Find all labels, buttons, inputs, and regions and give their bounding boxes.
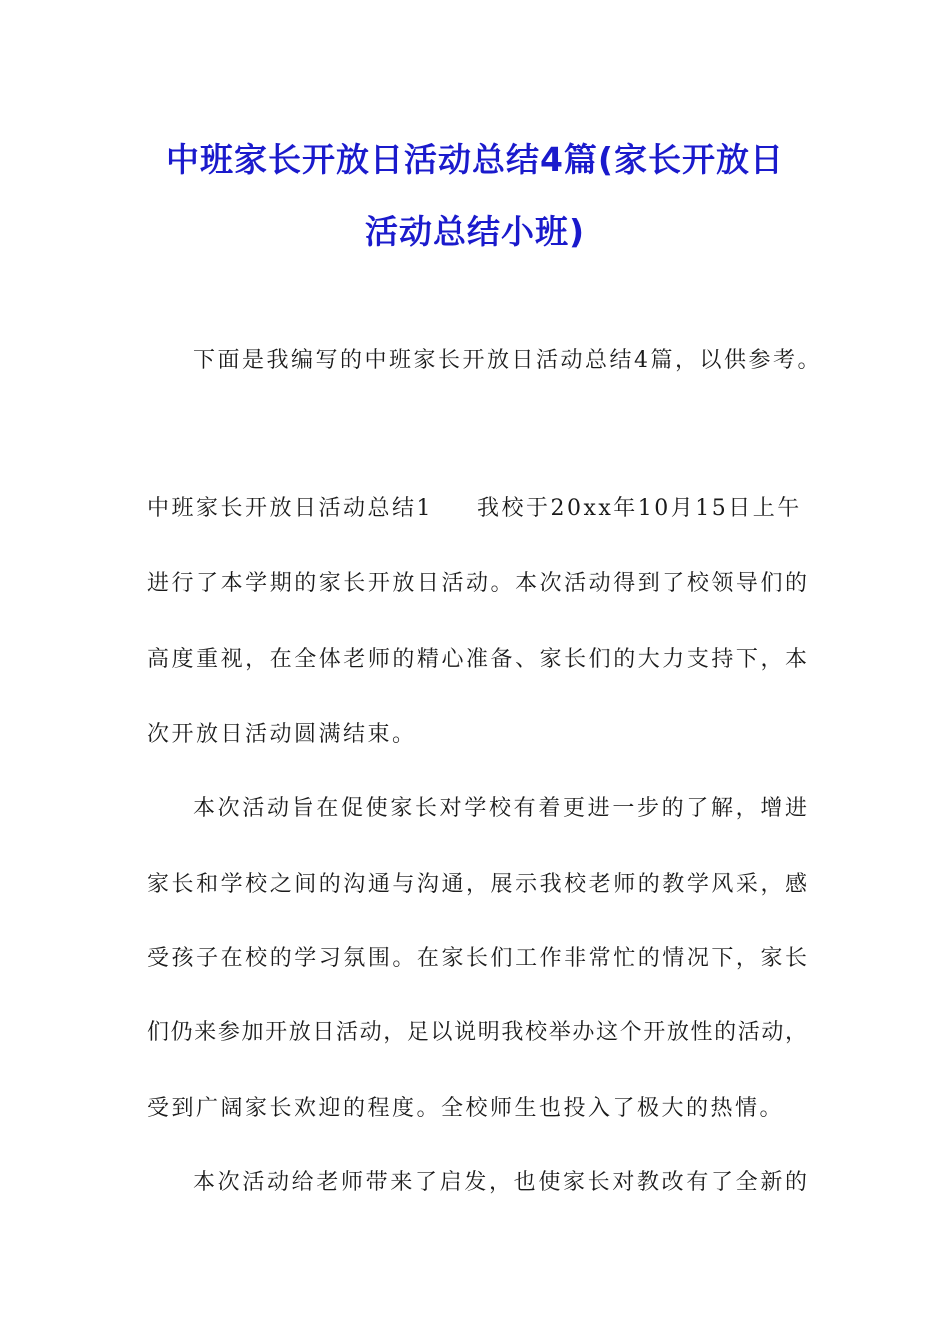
paragraph-1-line-4: 次开放日活动圆满结束。 bbox=[147, 722, 417, 747]
document-title-line-2: 活动总结小班) bbox=[364, 212, 586, 251]
paragraph-2-line-2: 家长和学校之间的沟通与沟通，展示我校老师的教学风采，感 bbox=[147, 872, 807, 897]
section-1-heading: 中班家长开放日活动总结1 bbox=[147, 496, 433, 521]
paragraph-2-line-5: 受到广阔家长欢迎的程度。全校师生也投入了极大的热情。 bbox=[147, 1096, 785, 1121]
paragraph-1-line-2: 进行了本学期的家长开放日活动。本次活动得到了校领导们的 bbox=[147, 571, 807, 596]
paragraph-1-line-3: 高度重视，在全体老师的精心准备、家长们的大力支持下，本 bbox=[147, 647, 807, 672]
document-title-line-1: 中班家长开放日活动总结4篇(家长开放日 bbox=[165, 140, 785, 179]
paragraph-2-line-3: 受孩子在校的学习氛围。在家长们工作非常忙的情况下，家长 bbox=[147, 946, 807, 971]
paragraph-2-line-4: 们仍来参加开放日活动，足以说明我校举办这个开放性的活动， bbox=[147, 1020, 807, 1045]
intro-paragraph: 下面是我编写的中班家长开放日活动总结4篇，以供参考。 bbox=[193, 348, 822, 373]
paragraph-1-line-1: 我校于20xx年10月15日上午 bbox=[477, 496, 802, 521]
section-1-first-line bbox=[147, 494, 807, 524]
paragraph-2-line-1: 本次活动旨在促使家长对学校有着更进一步的了解，增进 bbox=[193, 796, 807, 821]
paragraph-3-line-1: 本次活动给老师带来了启发，也使家长对教改有了全新的 bbox=[193, 1170, 807, 1195]
